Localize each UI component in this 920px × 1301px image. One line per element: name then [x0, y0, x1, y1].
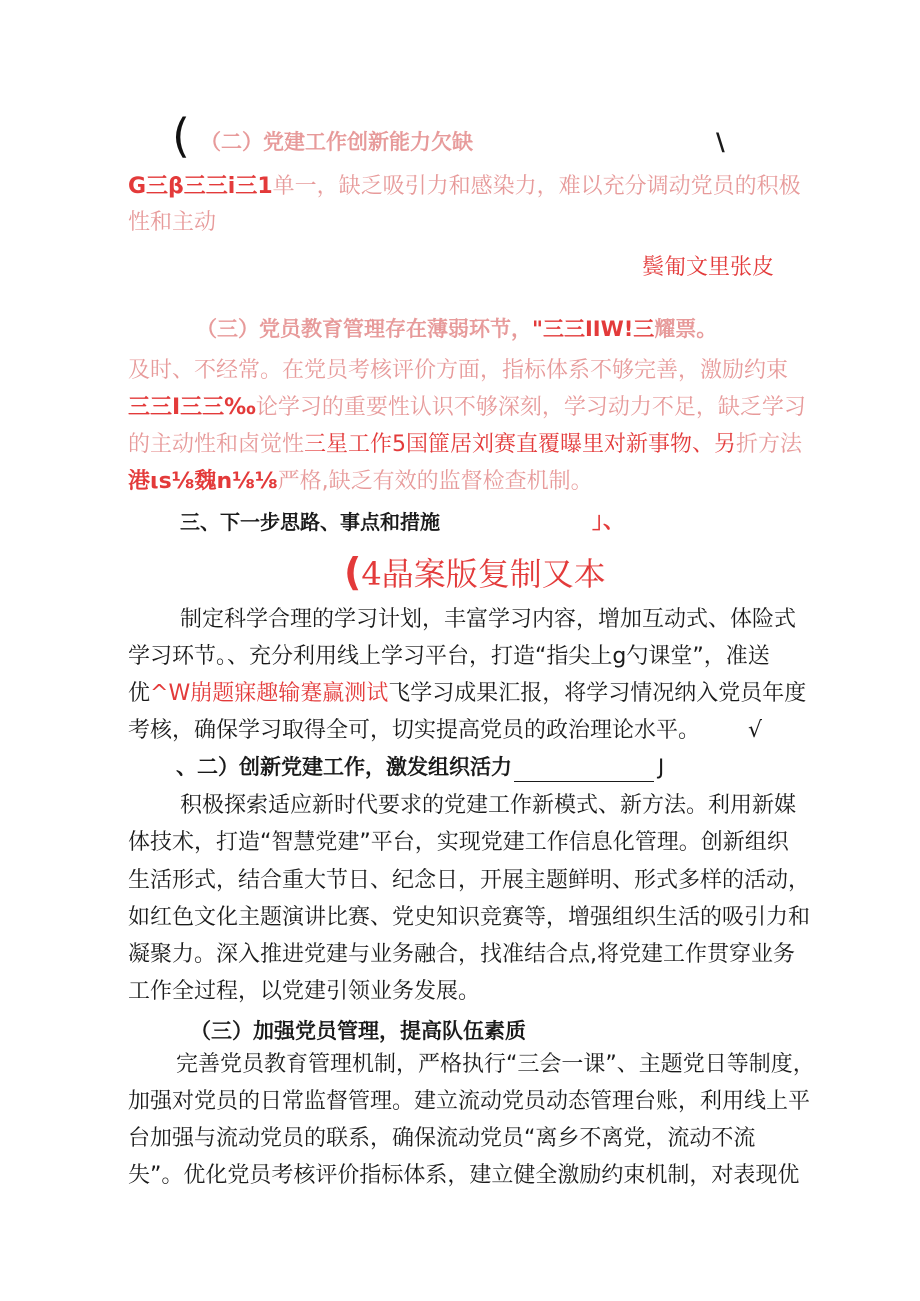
- s2-line-1: [128, 172, 801, 202]
- underline-rule: [514, 759, 654, 782]
- p2-line-1: 积极探索适应新时代要求的党建工作新模式、新方法。利用新媒: [180, 793, 797, 818]
- garbled-text: ^W崩题寐趣输蹇赢测试: [150, 681, 389, 706]
- garbled-text: "三三IIW!三: [532, 317, 655, 341]
- body-text: 飞学习成果汇报，将学习情况纳入党员年度: [388, 681, 807, 706]
- watermark-text: 4晶案版复制又本: [361, 555, 606, 593]
- heading-text: 、二）创新党建工作，激发组织活力: [176, 755, 512, 779]
- watermark-line: [344, 550, 606, 596]
- p1-line-3: [128, 679, 806, 709]
- part-3-heading: 三、下一步思路、事点和措施: [180, 510, 440, 534]
- p2-line-2: 体技术，打造“智慧党建”平台，实现党建工作信息化管理。创新组织: [128, 830, 789, 855]
- s3-line-3: [128, 430, 802, 460]
- left-paren-mark: (: [172, 109, 190, 163]
- section-heading-2: （二）党建工作创新能力欠缺: [200, 130, 473, 154]
- sub-heading-2: [176, 752, 664, 782]
- p2-line-4: 如红色文化主题演讲比赛、党史知识竞赛等，增强组织生活的吸引力和: [128, 905, 811, 930]
- body-text: 严格,缺乏有效的监督检查机制。: [277, 469, 593, 494]
- p2-line-3: 生活形式，结合重大节日、纪念日，开展主题鲜明、形式多样的活动，: [128, 868, 811, 893]
- watermark-paren: (: [344, 550, 362, 594]
- p2-line-6: 工作全过程，以党建引领业务发展。: [128, 979, 481, 1004]
- body-text: 的主动性和卤觉性: [128, 432, 305, 457]
- garbled-text: 三星工作5国篚居刘赛直覆曝里对新事物、另: [304, 432, 737, 457]
- p1-line-4: 考核，确保学习取得全可，切实提高党员的政治理论水平。: [128, 718, 701, 743]
- sub-heading-3: （三）加强党员管理，提高队伍素质: [190, 1019, 526, 1043]
- heading-tail: 耀票。: [654, 317, 718, 341]
- check-mark: √: [748, 718, 763, 743]
- p3-line-1: 完善党员教育管理机制，严格执行“三会一课”、主题党日等制度，: [176, 1052, 815, 1077]
- s3-line-1: 及时、不经常。在党员考核评价方面，指标体系不够完善，激励约束: [128, 358, 789, 383]
- backslash-mark: \: [716, 128, 725, 156]
- part-3-mark: 」、: [592, 509, 626, 534]
- garbled-text: G三β三三i三1: [128, 174, 273, 199]
- p3-line-4: 失”。优化党员考核评价指标体系，建立健全激励约束机制，对表现优: [128, 1163, 800, 1188]
- s3-line-2: [128, 393, 806, 423]
- garbled-right-text: 鬓匍文里张皮: [642, 255, 775, 280]
- body-text: 单一，缺乏吸引力和感染力，难以充分调动党员的积极: [272, 174, 801, 199]
- body-text: 论学习的重要性认识不够深刻，学习动力不足，缺乏学习: [255, 395, 806, 420]
- p3-line-3: 台加强与流动党员的联系，确保流动党员“离乡不离党，流动不流: [128, 1126, 756, 1151]
- heading-text: （三）党员教育管理存在薄弱环节，: [196, 317, 532, 341]
- garbled-text: 港ιs⅛魏n⅛⅛: [128, 469, 278, 494]
- body-text: 折方法: [736, 432, 803, 457]
- body-text: 优: [128, 681, 151, 706]
- p2-line-5: 凝聚力。深入推进党建与业务融合，找准结合点,将党建工作贯穿业务: [128, 942, 795, 967]
- s2-line-2: 性和主动: [128, 210, 217, 235]
- heading-tail: J: [658, 755, 665, 779]
- p3-line-2: 加强对党员的日常监督管理。建立流动党员动态管理台账，利用线上平: [128, 1089, 811, 1114]
- p1-line-1: 制定科学合理的学习计划，丰富学习内容，增加互动式、体险式: [180, 607, 797, 632]
- section-heading-3: [196, 314, 717, 344]
- p1-line-2: 学习环节。、充分利用线上学习平台，打造“指尖上g勺课堂”，准送: [128, 644, 770, 669]
- s3-line-4: [128, 467, 593, 497]
- garbled-text: 三三I三三‰: [128, 395, 256, 420]
